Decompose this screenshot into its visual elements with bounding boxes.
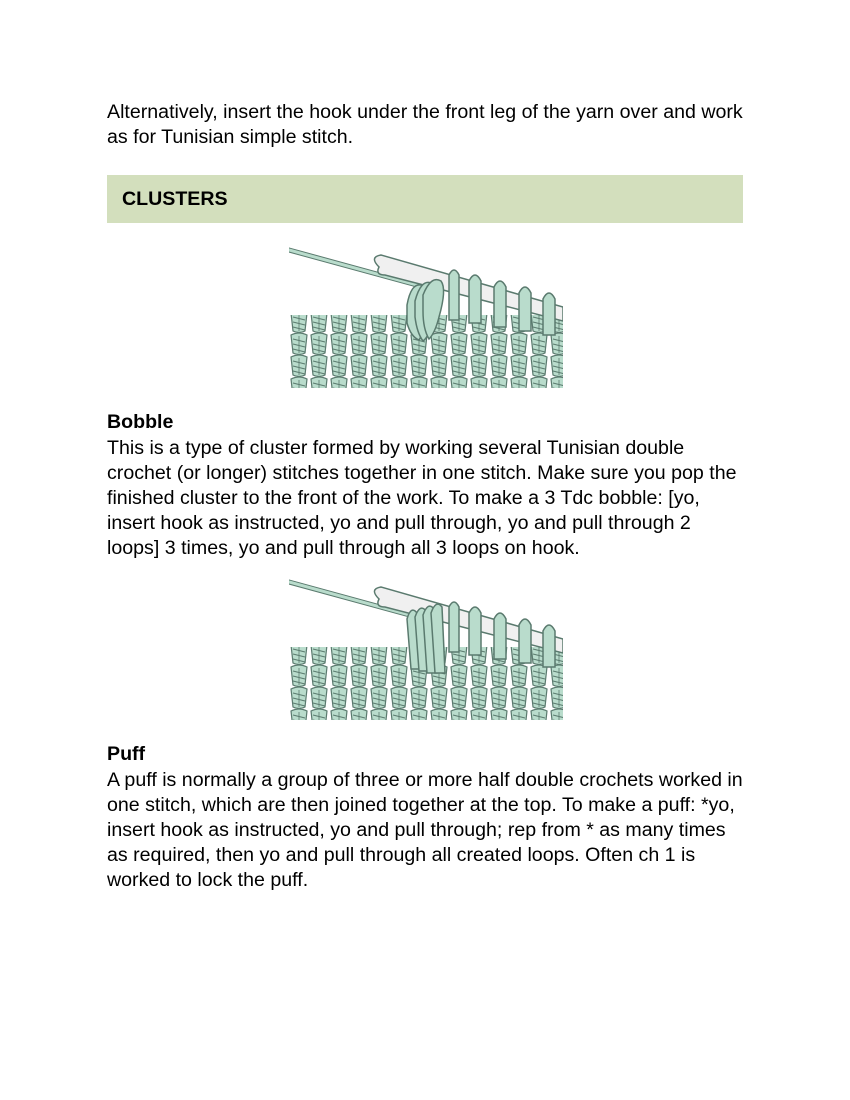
section-banner-clusters <box>107 175 743 223</box>
puff-description: A puff is normally a group of three or more half double crochets worked in one stitch, which are then joined together at the top. To make a puff: *yo, insert hook as instructed, yo and pull through; rep from * as many times as required, then yo and pull through all created loops. Often ch 1 is worked to lock the puff. <box>107 768 743 892</box>
bobble-illustration <box>289 245 563 388</box>
intro-paragraph: Alternatively, insert the hook under the front leg of the yarn over and work as for Tunisian simple stitch. <box>107 101 743 149</box>
bobble-description: This is a type of cluster formed by working several Tunisian double crochet (or longer) stitches together in one stitch. Make sure you pop the finished cluster to the front of the work. To make a 3 Tdc bobble: [yo, insert hook as instructed, yo and pull through, yo and pull through 2 loops] 3 times, yo and pull through all 3 loops on hook. <box>107 436 737 560</box>
tunisian-puff-illustration-icon <box>289 577 563 720</box>
tunisian-bobble-illustration-icon <box>289 245 563 388</box>
bobble-heading: Bobble <box>107 411 174 433</box>
section-banner-title: CLUSTERS <box>122 188 228 210</box>
puff-illustration <box>289 577 563 720</box>
puff-heading: Puff <box>107 743 146 765</box>
